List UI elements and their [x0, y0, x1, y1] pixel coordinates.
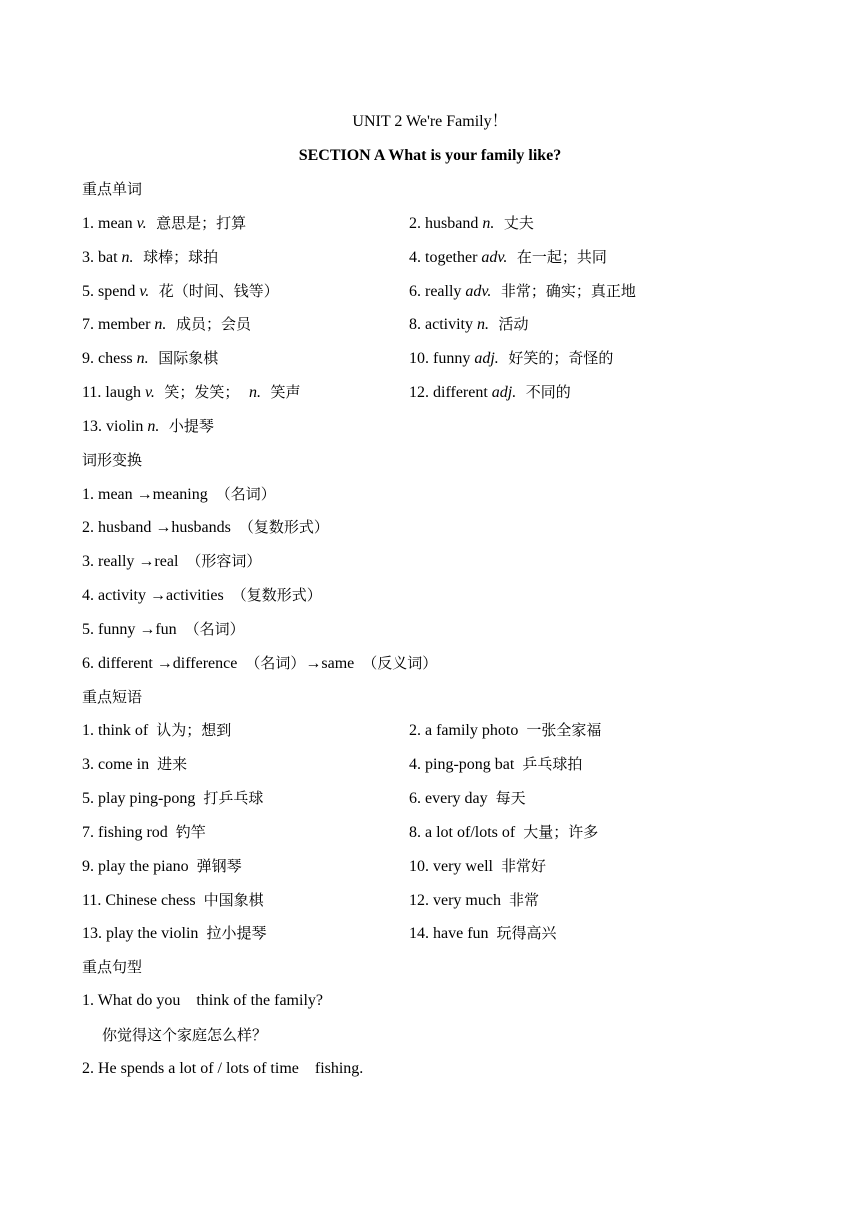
- phrase-item: 11. Chinese chess 中国象棋: [82, 891, 264, 909]
- vocab-item: 10. funny adj. 好笑的；奇怪的: [409, 349, 614, 367]
- vocab-item: 13. violin n. 小提琴: [82, 417, 214, 435]
- vocab-item: 12. different adj. 不同的: [409, 383, 571, 401]
- vocab-item: 2. husband n. 丈夫: [409, 214, 534, 232]
- phrase-item: 2. a family photo 一张全家福: [409, 721, 602, 739]
- vocab-heading: 重点单词: [82, 180, 143, 198]
- form-item: 4. activity →activities （复数形式）: [82, 586, 322, 604]
- phrase-item: 10. very well 非常好: [409, 857, 546, 875]
- form-item: 5. funny →fun （名词）: [82, 620, 245, 638]
- vocab-item: 7. member n. 成员；会员: [82, 315, 251, 333]
- vocab-item: 5. spend v. 花（时间、钱等）: [82, 282, 279, 300]
- forms-heading: 词形变换: [82, 451, 143, 469]
- phrases-heading: 重点短语: [82, 688, 143, 706]
- form-item: 6. different →difference （名词）→same （反义词）: [82, 654, 438, 672]
- phrase-item: 12. very much 非常: [409, 891, 539, 909]
- vocab-item: 6. really adv. 非常；确实；真正地: [409, 282, 636, 300]
- phrase-item: 13. play the violin 拉小提琴: [82, 924, 267, 942]
- sentence-translation: 你觉得这个家庭怎么样？: [102, 1026, 268, 1044]
- vocab-item: 4. together adv. 在一起；共同: [409, 248, 607, 266]
- vocab-item: 9. chess n. 国际象棋: [82, 349, 219, 367]
- phrase-item: 7. fishing rod 钓竿: [82, 823, 206, 841]
- phrase-item: 8. a lot of/lots of 大量；许多: [409, 823, 599, 841]
- sentences-heading: 重点句型: [82, 958, 143, 976]
- phrase-item: 4. ping-pong bat 乒乓球拍: [409, 755, 583, 773]
- vocab-item: 8. activity n. 活动: [409, 315, 529, 333]
- form-item: 3. really →real （形容词）: [82, 552, 262, 570]
- phrase-item: 6. every day 每天: [409, 789, 526, 807]
- sentence-english: 2. He spends a lot of / lots of time fishing.: [82, 1060, 364, 1077]
- phrase-item: 5. play ping-pong 打乒乓球: [82, 789, 264, 807]
- unit-title: UNIT 2 We're Family！: [352, 113, 508, 130]
- form-item: 1. mean →meaning （名词）: [82, 485, 276, 503]
- section-title: SECTION A What is your family like?: [298, 147, 562, 164]
- sentence-english: 1. What do you think of the family?: [82, 992, 323, 1009]
- form-item: 2. husband →husbands （复数形式）: [82, 518, 329, 536]
- phrase-item: 9. play the piano 弹钢琴: [82, 857, 242, 875]
- vocab-item: 3. bat n. 球棒；球拍: [82, 248, 219, 266]
- phrase-item: 3. come in 进来: [82, 755, 188, 773]
- phrase-item: 1. think of 认为；想到: [82, 721, 232, 739]
- vocab-item: 11. laugh v. 笑；发笑； n. 笑声: [82, 383, 301, 401]
- phrase-item: 14. have fun 玩得高兴: [409, 924, 557, 942]
- vocab-item: 1. mean v. 意思是；打算: [82, 214, 247, 232]
